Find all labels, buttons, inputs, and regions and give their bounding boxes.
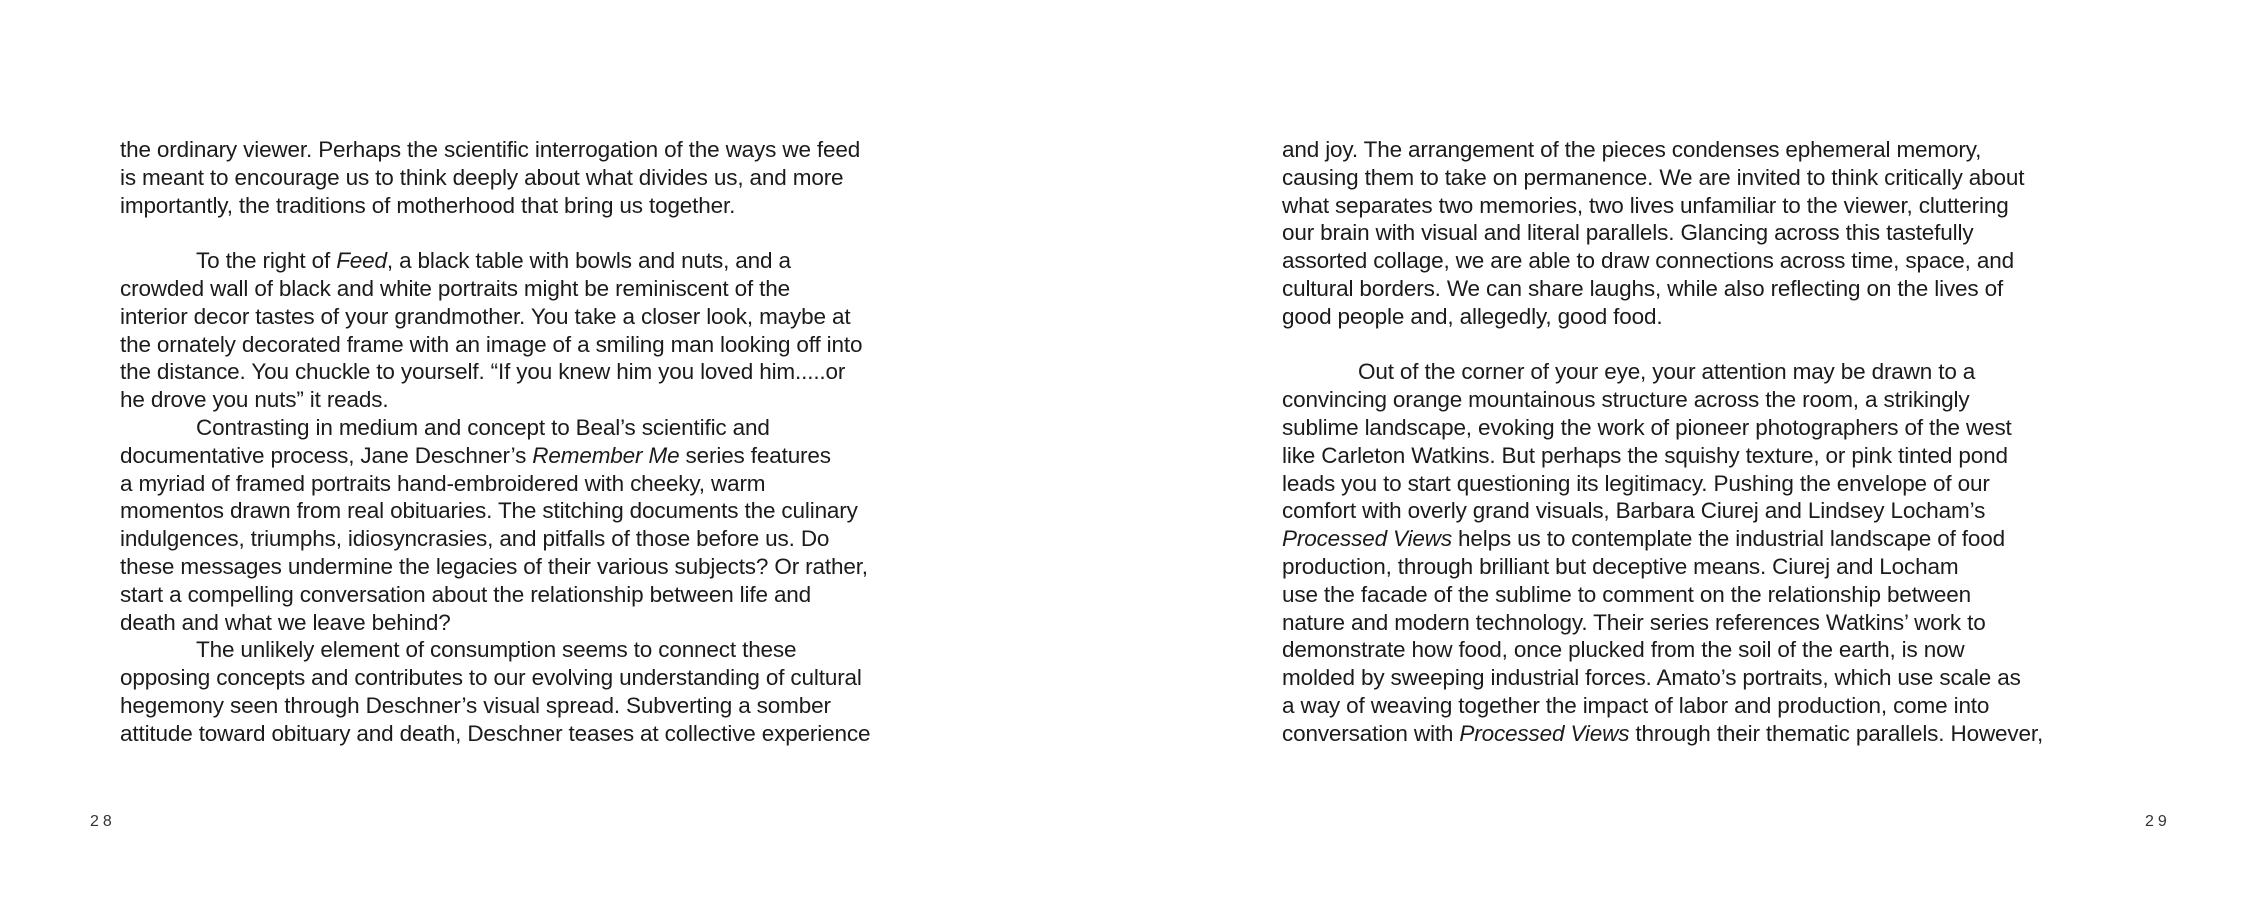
text-line xyxy=(120,386,980,414)
text-line xyxy=(120,692,980,720)
text-line xyxy=(120,470,980,498)
text-run: these messages undermine the legacies of their various subjects? Or rather, xyxy=(120,553,868,579)
text-run: interior decor tastes of your grandmother. You take a closer look, maybe at xyxy=(120,303,851,329)
text-run: production, through brilliant but deceptive means. Ciurej and Locham xyxy=(1282,553,1959,579)
text-run: conversation with xyxy=(1282,720,1460,746)
text-run: a way of weaving together the impact of labor and production, come into xyxy=(1282,692,1990,718)
text-run: sublime landscape, evoking the work of pioneer photographers of the west xyxy=(1282,414,2012,440)
text-run: leads you to start questioning its legitimacy. Pushing the envelope of our xyxy=(1282,470,1990,496)
text-line xyxy=(1282,303,2147,331)
paragraph-gap xyxy=(120,219,980,247)
text-run: through their thematic parallels. However, xyxy=(1629,720,2044,746)
text-run: crowded wall of black and white portraits might be reminiscent of the xyxy=(120,275,790,301)
text-run: Out of the corner of your eye, your attention may be drawn to a xyxy=(1358,359,1976,385)
text-line xyxy=(1282,164,2147,192)
text-line xyxy=(1282,136,2147,164)
text-run: Contrasting in medium and concept to Beal’s scientific and xyxy=(196,414,770,440)
text-line xyxy=(1282,219,2147,247)
text-run: is meant to encourage us to think deeply about what divides us, and more xyxy=(120,164,844,190)
text-line xyxy=(120,609,980,637)
text-line xyxy=(120,525,980,553)
text-line xyxy=(1282,581,2147,609)
text-run: To the right of xyxy=(196,248,337,274)
text-run: he drove you nuts” it reads. xyxy=(120,387,389,413)
text-run: a myriad of framed portraits hand-embroidered with cheeky, warm xyxy=(120,470,766,496)
text-line xyxy=(1282,386,2147,414)
text-run: our brain with visual and literal parallels. Glancing across this tastefully xyxy=(1282,220,1974,246)
left-page-number: 28 xyxy=(90,813,116,830)
text-line xyxy=(120,442,980,470)
text-line xyxy=(1282,414,2147,442)
text-line xyxy=(1282,609,2147,637)
text-run: death and what we leave behind? xyxy=(120,609,451,635)
text-run: cultural borders. We can share laughs, while also reflecting on the lives of xyxy=(1282,275,2004,301)
text-line xyxy=(120,192,980,220)
text-run: helps us to contemplate the industrial landscape of food xyxy=(1451,526,2005,552)
text-run: what separates two memories, two lives unfamiliar to the viewer, cluttering xyxy=(1282,192,2009,218)
text-line xyxy=(1282,275,2147,303)
text-run: like Carleton Watkins. But perhaps the squishy texture, or pink tinted pond xyxy=(1282,442,2008,468)
text-line xyxy=(120,664,980,692)
text-run: The unlikely element of consumption seems to connect these xyxy=(196,637,797,663)
text-line xyxy=(1282,247,2147,275)
text-line xyxy=(1282,553,2147,581)
text-run: documentative process, Jane Deschner’s xyxy=(120,442,533,468)
right-page-number: 29 xyxy=(2145,813,2171,830)
text-run: nature and modern technology. Their series references Watkins’ work to xyxy=(1282,609,1986,635)
text-line xyxy=(1282,636,2147,664)
text-run: comfort with overly grand visuals, Barbara Ciurej and Lindsey Locham’s xyxy=(1282,498,1986,524)
text-run: assorted collage, we are able to draw connections across time, space, and xyxy=(1282,248,2014,274)
text-run: the ornately decorated frame with an image of a smiling man looking off into xyxy=(120,331,863,357)
text-line xyxy=(120,497,980,525)
text-line xyxy=(1282,470,2147,498)
text-line xyxy=(120,720,980,748)
text-line xyxy=(1282,692,2147,720)
text-line xyxy=(120,164,980,192)
right-page-text xyxy=(1282,136,2147,748)
text-line xyxy=(120,331,980,359)
text-line xyxy=(1282,720,2147,748)
italic-title: Processed Views xyxy=(1459,720,1630,746)
text-run: the ordinary viewer. Perhaps the scientific interrogation of the ways we feed xyxy=(120,137,861,162)
text-line xyxy=(1282,358,2147,386)
text-run: opposing concepts and contributes to our evolving understanding of cultural xyxy=(120,665,862,691)
text-line xyxy=(1282,664,2147,692)
text-line xyxy=(120,553,980,581)
text-line xyxy=(120,636,980,664)
text-line xyxy=(1282,192,2147,220)
text-run: the distance. You chuckle to yourself. “If you knew him you loved him.....or xyxy=(120,359,846,385)
text-line xyxy=(1282,442,2147,470)
left-page-text xyxy=(120,136,980,748)
text-run: indulgences, triumphs, idiosyncrasies, and pitfalls of those before us. Do xyxy=(120,526,830,552)
text-run: momentos drawn from real obituaries. The stitching documents the culinary xyxy=(120,498,858,524)
text-run: importantly, the traditions of motherhood that bring us together. xyxy=(120,192,736,218)
text-run: and joy. The arrangement of the pieces condenses ephemeral memory, xyxy=(1282,137,1982,162)
text-line xyxy=(120,581,980,609)
text-run: molded by sweeping industrial forces. Amato’s portraits, which use scale as xyxy=(1282,665,2021,691)
text-line xyxy=(120,275,980,303)
text-run: attitude toward obituary and death, Deschner teases at collective experience xyxy=(120,720,871,746)
italic-title: Processed Views xyxy=(1282,526,1452,552)
text-run: , a black table with bowls and nuts, and a xyxy=(386,248,791,274)
text-run: hegemony seen through Deschner’s visual spread. Subverting a somber xyxy=(120,692,831,718)
text-run: convincing orange mountainous structure across the room, a strikingly xyxy=(1282,387,1970,413)
italic-title: Remember Me xyxy=(532,442,680,468)
text-line xyxy=(120,358,980,386)
text-line xyxy=(120,303,980,331)
text-run: start a compelling conversation about the relationship between life and xyxy=(120,581,812,607)
text-run: use the facade of the sublime to comment on the relationship between xyxy=(1282,581,1971,607)
text-line xyxy=(120,136,980,164)
text-line xyxy=(120,247,980,275)
text-run: demonstrate how food, once plucked from the soil of the earth, is now xyxy=(1282,637,1965,663)
paragraph-gap xyxy=(1282,331,2147,359)
text-line xyxy=(1282,497,2147,525)
text-line xyxy=(1282,525,2147,553)
text-run: causing them to take on permanence. We are invited to think critically about xyxy=(1282,164,2025,190)
text-run: good people and, allegedly, good food. xyxy=(1282,303,1663,329)
text-line xyxy=(120,414,980,442)
text-run: series features xyxy=(679,442,831,468)
italic-title: Feed xyxy=(336,248,387,274)
right-page xyxy=(1125,0,2250,900)
